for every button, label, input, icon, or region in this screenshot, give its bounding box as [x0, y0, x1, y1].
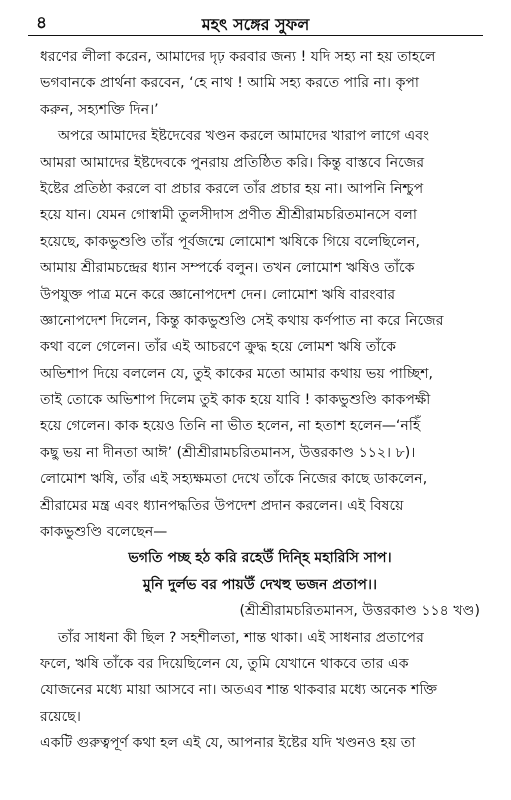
text-line: হয়ে যান। যেমন গোস্বামী তুলসীদাস প্রণীত শ্রীশ্রীরামচরিতমানসে বলা: [40, 207, 417, 224]
text-line: অভিশাপ দিয়ে বললেন যে, তুই কাকের মতো আমার কথায় ভয় পাচ্ছিশ,: [40, 365, 434, 382]
text-line: ধরণের লীলা করেন, আমাদের দৃঢ় করবার জন্য ! যদি সহ্য না হয় তাহলে: [40, 49, 436, 65]
running-title: মহৎ সঙ্গের সুফল: [201, 15, 310, 34]
verse-line: ভগতি পচ্ছ হঠ করি রহেউঁ দিন্হি মহারিসি সাপ।: [128, 550, 392, 567]
verse-line: মুনি দুর্লভ বর পায়উঁ দেখহু ভজন প্রতাপ।।: [142, 576, 378, 593]
text-line: কছু ভয় না দীনতা আঈ’ (শ্রীশ্রীরামচরিতমানস, উত্তরকাণ্ড ১১২। ৮)।: [40, 444, 416, 461]
text-line: তাই তোকে অভিশাপ দিলেম তুই কাক হয়ে যাবি ! কাকভুশুণ্ডি কাকপক্ষী: [40, 392, 431, 409]
text-line: উপযুক্ত পাত্র মনে করে জ্ঞানোপদেশ দেন। লোমোশ ঋষি বারংবার: [40, 286, 396, 303]
text-line: লোমোশ ঋষি, তাঁর এই সহ্যক্ষমতা দেখে তাঁকে নিজের কাছে ডাকলেন,: [40, 471, 428, 488]
text-line: একটি গুরুত্বপূর্ণ কথা হল এই যে, আপনার ইষ্টের যদি খণ্ডনও হয় তা: [40, 735, 416, 752]
body-text: [40, 44, 480, 757]
text-line: রয়েছে।: [40, 708, 81, 725]
text-line: আমায় শ্রীরামচন্দ্রের ধ্যান সম্পর্কে বলুন। তখন লোমোশ ঋষিও তাঁকে: [40, 260, 415, 277]
text-line: হয়ে গেলেন। কাক হয়েও তিনি না ভীত হলেন, না হতাশ হলেন—‘নহিঁ: [40, 418, 421, 435]
text-line: অপরে আমাদের ইষ্টদেবের খণ্ডন করলে আমাদের খারাপ লাগে এবং: [58, 128, 430, 145]
text-line: কথা বলে গেলেন। তাঁর এই আচরণে ক্রুদ্ধ হয়ে লোমশ ঋষি তাঁকে: [40, 339, 396, 356]
text-line: হয়েছে, কাকভুশুণ্ডি তাঁর পূর্বজন্মে লোমোশ ঋষিকে গিয়ে বলেছিলেন,: [40, 233, 420, 250]
header-rule: [28, 35, 483, 36]
text-line: জ্ঞানোপদেশ দিলেন, কিন্তু কাকভুশুণ্ডি সেই কথায় কর্ণপাত না করে নিজের: [40, 312, 444, 329]
page-header: [0, 10, 511, 34]
text-line: ফলে, ঋষি তাঁকে বর দিয়েছিলেন যে, তুমি যেখানে থাকবে তার এক: [40, 655, 409, 672]
citation-line: (শ্রীশ্রীরামচরিতমানস, উত্তরকাণ্ড ১১৪ খণ্ড): [239, 603, 480, 620]
page-number: ৪: [36, 13, 48, 33]
text-line: ভগবানকে প্রার্থনা করবেন, ‘হে নাথ ! আমি সহ্য করতে পারি না। কৃপা: [40, 75, 420, 92]
text-line: তাঁর সাধনা কী ছিল ? সহশীলতা, শান্ত থাকা। এই সাধনার প্রতাপের: [58, 629, 424, 646]
text-line: ইষ্টের প্রতিষ্ঠা করলে বা প্রচার করলে তাঁর প্রচার হয় না। আপনি নিশ্চুপ: [40, 180, 424, 197]
text-line: করুন, সহ্যশক্তি দিন।’: [40, 101, 159, 118]
text-line: যোজনের মধ্যে মায়া আসবে না। অতএব শান্ত থাকবার মধ্যে অনেক শক্তি: [40, 682, 438, 699]
text-line: শ্রীরামের মন্ত্র এবং ধ্যানপদ্ধতির উপদেশ প্রদান করলেন। এই বিষয়ে: [40, 497, 404, 514]
text-line: আমরা আমাদের ইষ্টদেবকে পুনরায় প্রতিষ্ঠিত করি। কিন্তু বাস্তবে নিজের: [40, 154, 425, 171]
text-line: কাকভুশুণ্ডি বলেছেন—: [40, 524, 168, 541]
